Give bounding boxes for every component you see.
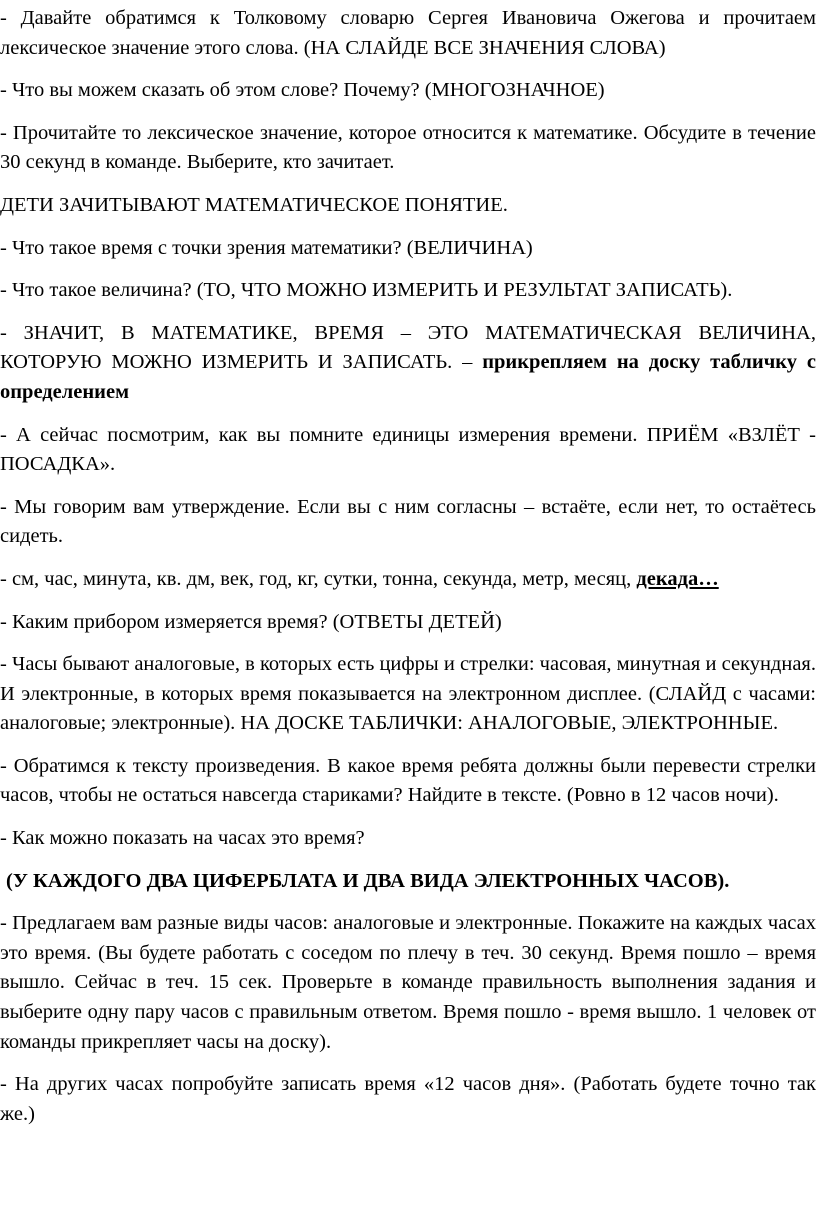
paragraph-units-technique: - А сейчас посмотрим, как вы помните единицы измерения времени. ПРИЁМ «ВЗЛЁТ - ПОСАДКА». bbox=[0, 423, 816, 476]
paragraph-show-time: - Как можно показать на часах это время? bbox=[0, 827, 365, 850]
paragraph-units-list bbox=[0, 565, 816, 595]
definition-board-note: прикрепляем на доску табличку с определением bbox=[0, 351, 816, 403]
paragraph-noon-task: - На других часах попробуйте записать время «12 часов дня». (Работать будете точно так же.) bbox=[0, 1073, 816, 1125]
paragraph-time-math: - Что такое время с точки зрения математики? (ВЕЛИЧИНА) bbox=[0, 236, 533, 259]
paragraph-story-question: - Обратимся к тексту произведения. В какое время ребята должны были перевести стрелки часов, чтобы не остаться навсегда стариками? Найдите в тексте. (Ровно в 12 часов ночи). bbox=[0, 754, 816, 807]
paragraph-ozhegov-dictionary: - Давайте обратимся к Толковому словарю Сергея Ивановича Ожегова и прочитаем лексическое значение этого слова. (НА СЛАЙДЕ ВСЕ ЗНАЧЕНИЯ СЛОВА) bbox=[0, 7, 816, 59]
paragraph-measuring-device: - Каким прибором измеряется время? (ОТВЕТЫ ДЕТЕЙ) bbox=[0, 610, 502, 633]
paragraph-children-read: ДЕТИ ЗАЧИТЫВАЮТ МАТЕМАТИЧЕСКОЕ ПОНЯТИЕ. bbox=[0, 193, 508, 216]
paragraph-read-meaning: - Прочитайте то лексическое значение, которое относится к математике. Обсудите в течение 30 секунд в команде. Выберите, кто зачитает. bbox=[0, 121, 816, 174]
paragraph-clock-types: - Часы бывают аналоговые, в которых есть цифры и стрелки: часовая, минутная и секундная. И электронные, в которых время показывается на электронном дисплее. (СЛАЙД с часами: аналоговые; электронные). НА ДОСКЕ ТАБЛИЧКИ: АНАЛОГОВЫЕ, ЭЛЕКТРОННЫЕ. bbox=[0, 653, 816, 735]
paragraph-pair-task: - Предлагаем вам разные виды часов: аналоговые и электронные. Покажите на каждых часах это время. (Вы будете работать с соседом по плечу в теч. 30 секунд. Время пошло – время вышло. Сейчас в теч. 15 сек. Проверьте в команде правильность выполнения задания и выберите одну пару часов с правильным ответом. Время пошло - время вышло. 1 человек от команды прикрепляет часы на доску). bbox=[0, 912, 816, 1053]
paragraph-time-definition bbox=[0, 319, 816, 408]
paragraph-what-is-quantity: - Что такое величина? (ТО, ЧТО МОЖНО ИЗМЕРИТЬ И РЕЗУЛЬТАТ ЗАПИСАТЬ). bbox=[0, 279, 733, 302]
units-list-text: - см, час, минута, кв. дм, век, год, кг, сутки, тонна, секунда, метр, месяц, bbox=[0, 567, 637, 590]
paragraph-clock-materials: (У КАЖДОГО ДВА ЦИФЕРБЛАТА И ДВА ВИДА ЭЛЕКТРОННЫХ ЧАСОВ). bbox=[6, 869, 730, 892]
units-list-last: декада… bbox=[636, 567, 719, 590]
paragraph-statement-rules: - Мы говорим вам утверждение. Если вы с ним согласны – встаёте, если нет, то остаётесь сидеть. bbox=[0, 495, 816, 548]
definition-text: - ЗНАЧИТ, В МАТЕМАТИКЕ, ВРЕМЯ – ЭТО МАТЕМАТИЧЕСКАЯ ВЕЛИЧИНА, КОТОРУЮ МОЖНО ИЗМЕРИТЬ И ЗАПИСАТЬ. – bbox=[0, 321, 816, 374]
paragraph-word-question: - Что вы можем сказать об этом слове? Почему? (МНОГОЗНАЧНОЕ) bbox=[0, 79, 605, 102]
